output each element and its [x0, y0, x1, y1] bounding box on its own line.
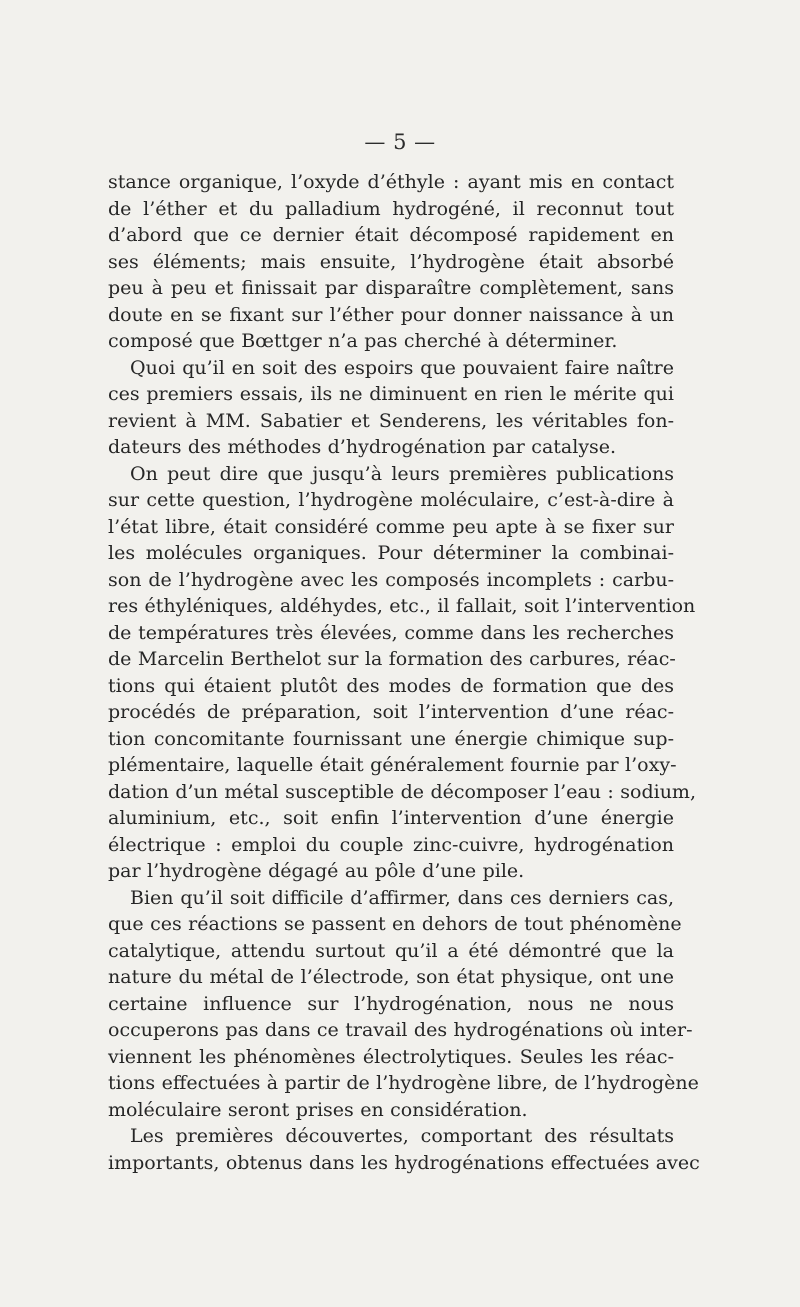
paragraph-2 [108, 355, 674, 461]
text-line: l’état libre, était considéré comme peu apte à se fixer sur [108, 515, 674, 538]
paragraph-3 [108, 461, 696, 885]
text-line: revient à MM. Sabatier et Senderens, les véritables fon- [108, 409, 674, 432]
text-line: res éthyléniques, aldéhydes, etc., il fallait, soit l’intervention [108, 595, 696, 617]
page-number: — 5 — [364, 130, 436, 154]
text-line: On peut dire que jusqu’à leurs premières publications [130, 462, 674, 485]
text-line: électrique : emploi du couple zinc-cuivre, hydrogénation [108, 833, 674, 856]
text-line: sur cette question, l’hydrogène moléculaire, c’est-à-dire à [108, 489, 674, 511]
text-line: ses éléments; mais ensuite, l’hydrogène était absorbé [108, 250, 674, 273]
text-line: nature du métal de l’électrode, son état physique, ont une [108, 966, 674, 988]
text-line: catalytique, attendu surtout qu’il a été démontré que la [108, 939, 674, 962]
text-line: ces premiers essais, ils ne diminuent en rien le mérite qui [108, 383, 674, 405]
text-line: plémentaire, laquelle était généralement fournie par l’oxy- [108, 754, 677, 776]
text-line: d’abord que ce dernier était décomposé rapidement en [108, 224, 674, 246]
text-line: de l’éther et du palladium hydrogéné, il reconnut tout [108, 197, 674, 220]
text-line: que ces réactions se passent en dehors de tout phénomène [108, 913, 682, 935]
paragraph-1 [108, 169, 674, 355]
text-line: stance organique, l’oxyde d’éthyle : ayant mis en contact [108, 171, 674, 193]
text-line: tions effectuées à partir de l’hydrogène libre, de l’hydrogène [108, 1072, 699, 1094]
text-line: Les premières découvertes, comportant des résultats [130, 1125, 674, 1147]
text-line: Bien qu’il soit difficile d’affirmer, dans ces derniers cas, [130, 886, 674, 909]
body-text [108, 169, 700, 1176]
text-line: dateurs des méthodes d’hydrogénation par catalyse. [108, 436, 617, 458]
text-line: tions qui étaient plutôt des modes de formation que des [108, 674, 674, 697]
text-line: moléculaire seront prises en considération. [108, 1098, 528, 1121]
text-line: composé que Bœttger n’a pas cherché à déterminer. [108, 330, 618, 352]
text-line: de températures très élevées, comme dans les recherches [108, 621, 674, 644]
text-line: les molécules organiques. Pour déterminer la combinai- [108, 542, 674, 564]
text-line: doute en se fixant sur l’éther pour donner naissance à un [108, 303, 674, 326]
text-line: aluminium, etc., soit enfin l’intervention d’une énergie [108, 807, 674, 829]
text-line: certaine influence sur l’hydrogénation, nous ne nous [108, 992, 674, 1015]
text-line: importants, obtenus dans les hydrogénations effectuées avec [108, 1151, 700, 1174]
text-line: dation d’un métal susceptible de décomposer l’eau : sodium, [108, 780, 696, 803]
text-line: viennent les phénomènes électrolytiques. Seules les réac- [108, 1045, 674, 1068]
text-line: de Marcelin Berthelot sur la formation des carbures, réac- [108, 648, 676, 670]
paragraph-4 [108, 885, 699, 1124]
paragraph-5 [108, 1123, 700, 1176]
text-line: par l’hydrogène dégagé au pôle d’une pile. [108, 860, 525, 882]
text-line: peu à peu et finissait par disparaître complètement, sans [108, 277, 674, 299]
text-line: occuperons pas dans ce travail des hydrogénations où inter- [108, 1019, 693, 1041]
text-line: tion concomitante fournissant une énergie chimique sup- [108, 727, 674, 750]
text-line: procédés de préparation, soit l’intervention d’une réac- [108, 701, 674, 723]
text-line: Quoi qu’il en soit des espoirs que pouvaient faire naître [130, 356, 674, 379]
text-line: son de l’hydrogène avec les composés incomplets : carbu- [108, 568, 674, 591]
